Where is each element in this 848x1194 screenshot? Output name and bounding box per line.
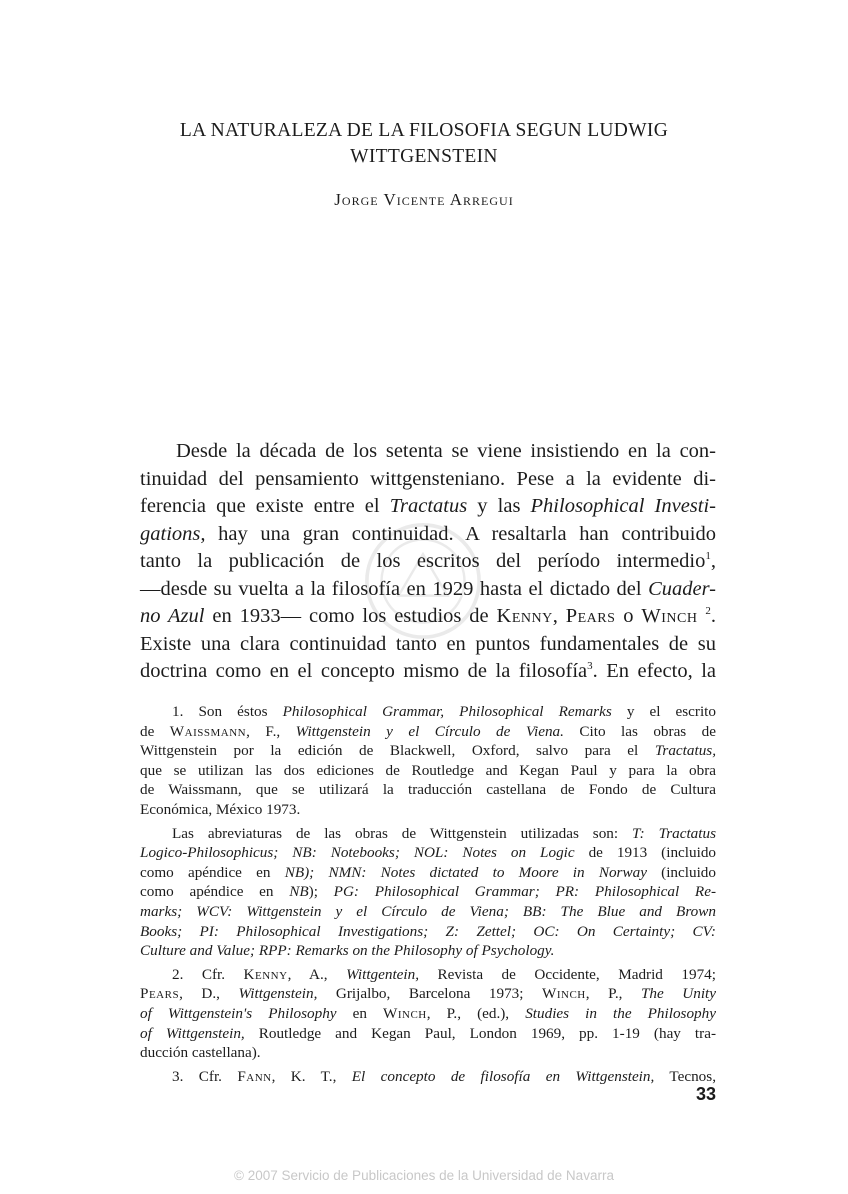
body-line: tinuidad del pensamiento wittgensteniano. Pese a la evidente di- <box>140 467 716 490</box>
footnote-ref[interactable]: 2 <box>705 605 711 618</box>
body-line: gations, hay una gran continuidad. A resaltarla han contribuido <box>140 522 716 545</box>
body-line: ferencia que existe entre el Tractatus y las Philosophical Investi- <box>140 495 716 517</box>
footnote-ref[interactable]: 3 <box>587 660 593 673</box>
footnote-ref[interactable]: 1 <box>705 550 711 563</box>
footnote-2: 2. Cfr. Kenny, A., Wittgentein, Revista de Occidente, Madrid 1974; Pears, D., Wittgenstein, Grijalbo, Barcelona 1973; Winch, P., The Unity of Wittgenstein's Philosophy en Winch, P., (ed.), Studies in the Philosophy of Wittgenstein, Routledge and Kegan Paul, London 1969, pp. 1-19 (hay tra- ducción castellana). <box>140 965 717 1062</box>
title-line-1: LA NATURALEZA DE LA FILOSOFIA SEGUN LUDWIG <box>179 120 669 141</box>
body-line: Existe una clara continuidad tanto en puntos fundamentales de su <box>140 632 716 655</box>
article-title <box>100 118 748 170</box>
footnotes <box>140 702 716 1090</box>
footnote-3: 3. Cfr. Fann, K. T., El concepto de filosofía en Wittgenstein, Tecnos, <box>172 1067 716 1085</box>
body-line: tanto la publicación de los escritos del período intermedio$^1$, <box>140 550 716 572</box>
body-line: Desde la década de los setenta se viene insistiendo en la con- <box>176 440 716 462</box>
body-line: doctrina como en el concepto mismo de la filosofía$^3$. En efecto, la <box>140 660 716 682</box>
body-line: —desde su vuelta a la filosofía en 1929 hasta el dictado del Cuader- <box>140 577 716 600</box>
footnote-abbreviations: Las abreviaturas de las obras de Wittgenstein utilizadas son: T: Tractatus Logico-Philosophicus; NB: Notebooks; NOL: Notes on Logic de 1913 (incluido como apéndice en NB); NMN: Notes dictated to Moore in Norway (incluido como apéndice en NB); PG: Philosophical Grammar; PR: Philosophical Re- marks; WCV: Wittgenstein y el Círculo de Viena; BB: The Blue and Brown Books; PI: Philosophical Investigations; Z: Zettel; OC: On Certainty; CV: Culture and Value; RPP: Remarks on the Philosophy of Psychology. <box>140 824 717 960</box>
body-line: no Azul en 1933— como los estudios de Kenny, Pears o Winch $^2$. <box>140 605 717 627</box>
footnote-1: 1. Son éstos Philosophical Grammar, Philosophical Remarks y el escrito de Waissmann, F., Wittgenstein y el Círculo de Viena. Cito las obras de Wittgenstein por la edición de Blackwell, Oxford, salvo para el Tractatus, que se utilizan las dos ediciones de Routledge and Kegan Paul y para la obra de Waissmann, que se utilizará la traducción castellana de Fondo de Cultura Económica, México 1973. <box>140 703 717 818</box>
title-line-2: WITTGENSTEIN <box>350 146 498 167</box>
page-number: 33 <box>695 1084 716 1104</box>
main-paragraph <box>140 438 716 686</box>
copyright-footer: © 2007 Servicio de Publicaciones de la Universidad de Navarra <box>234 1168 614 1183</box>
article-author: Jorge Vicente Arregui <box>334 190 514 209</box>
